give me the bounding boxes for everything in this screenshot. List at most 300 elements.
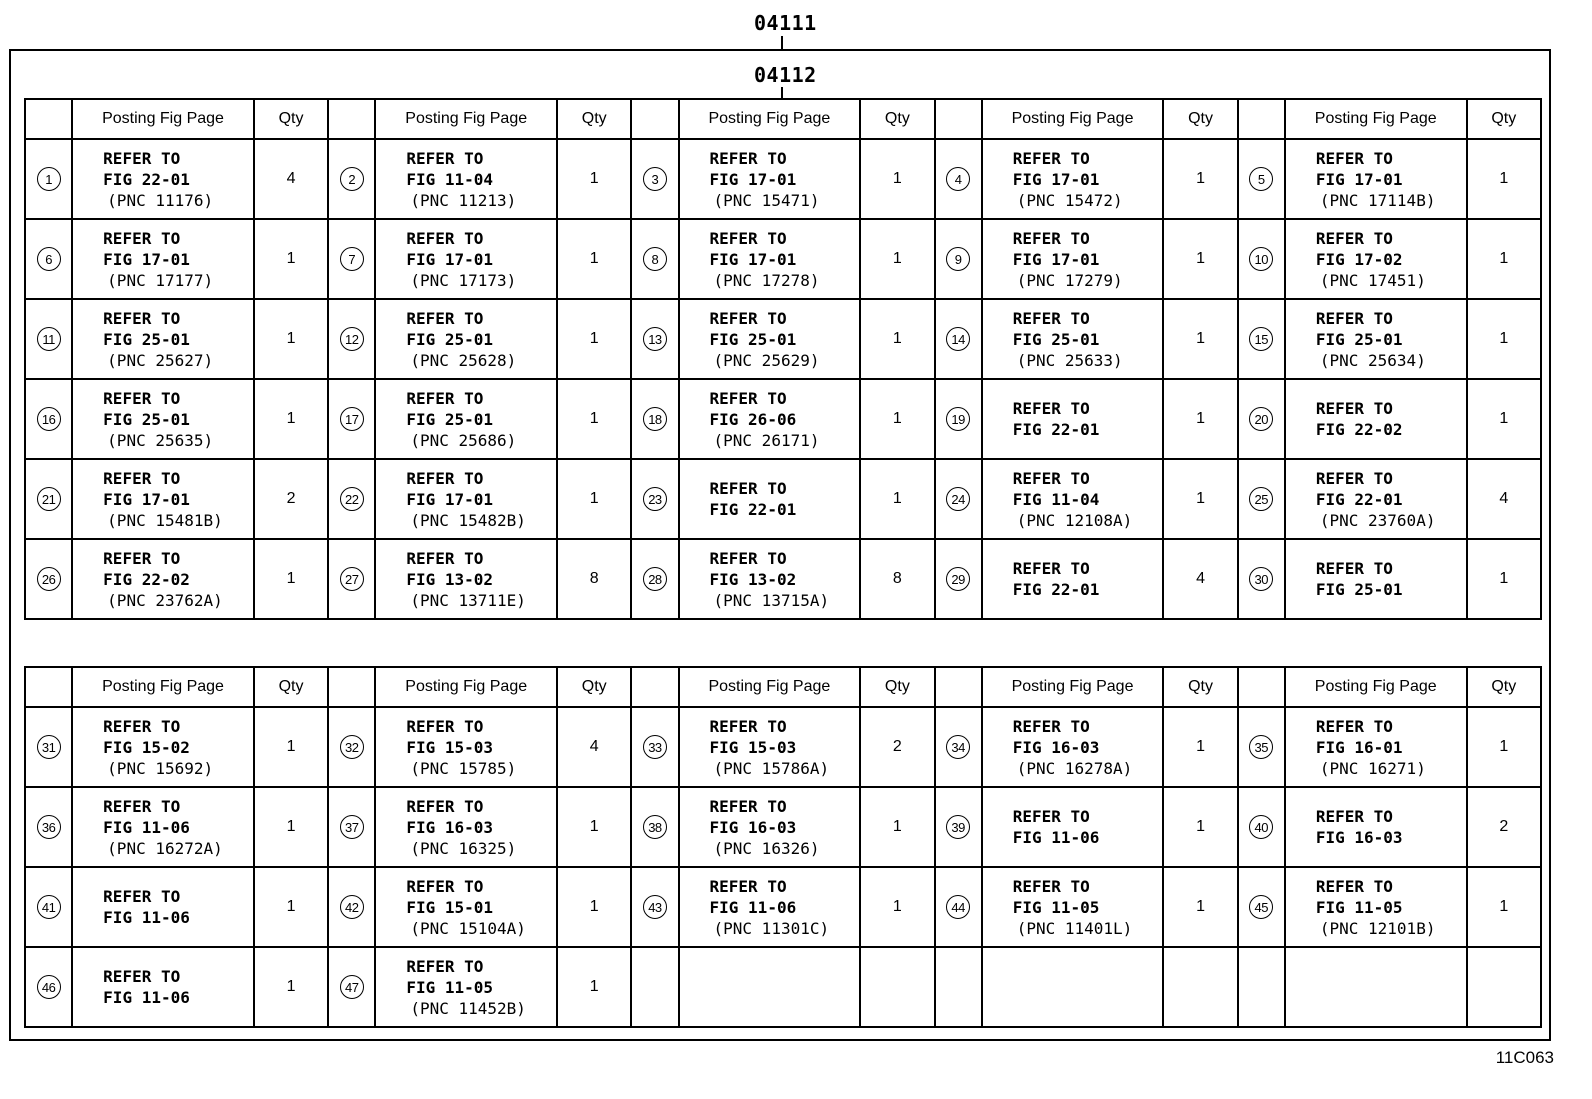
header-qty: Qty bbox=[1163, 99, 1237, 139]
table-row bbox=[25, 707, 1541, 787]
header-row bbox=[25, 667, 1541, 707]
reference-cell bbox=[982, 379, 1164, 459]
header-page: Posting Fig Page bbox=[72, 667, 254, 707]
item-number-cell bbox=[631, 299, 678, 379]
qty-cell: 2 bbox=[1467, 787, 1541, 867]
item-number-circle: 42 bbox=[340, 895, 364, 919]
reference-cell bbox=[72, 947, 254, 1027]
refer-to-label: REFER TO bbox=[1315, 876, 1393, 896]
item-number-cell bbox=[25, 947, 72, 1027]
qty-cell: 4 bbox=[1467, 459, 1541, 539]
fig-reference: FIG 25-01 bbox=[1315, 329, 1403, 349]
pnc-reference: (PNC 11301C) bbox=[713, 918, 830, 938]
header-number-cell bbox=[631, 667, 678, 707]
item-number-circle: 44 bbox=[946, 895, 970, 919]
empty-cell bbox=[935, 947, 982, 1027]
table-row bbox=[25, 539, 1541, 619]
inner-assembly-label: 04112 bbox=[754, 63, 817, 87]
item-number-circle: 28 bbox=[643, 567, 667, 591]
header-qty: Qty bbox=[557, 99, 631, 139]
pnc-reference: (PNC 17278) bbox=[713, 270, 820, 290]
header-number-cell bbox=[25, 667, 72, 707]
pnc-reference: (PNC 17173) bbox=[410, 270, 517, 290]
header-number-cell bbox=[328, 99, 375, 139]
reference-cell bbox=[1285, 139, 1467, 219]
pnc-reference: (PNC 12108A) bbox=[1016, 510, 1133, 530]
qty-cell: 1 bbox=[254, 539, 328, 619]
fig-reference: FIG 26-06 bbox=[709, 409, 797, 429]
fig-reference: FIG 22-01 bbox=[103, 169, 190, 189]
outer-assembly-label: 04111 bbox=[754, 11, 817, 35]
item-number-cell bbox=[1238, 139, 1285, 219]
pnc-reference: (PNC 16271) bbox=[1319, 758, 1426, 778]
pnc-reference: (PNC 17451) bbox=[1319, 270, 1426, 290]
refer-to-label: REFER TO bbox=[709, 308, 787, 328]
refer-to-label: REFER TO bbox=[103, 716, 181, 736]
qty-cell: 1 bbox=[1467, 379, 1541, 459]
item-number-cell bbox=[328, 459, 375, 539]
fig-reference: FIG 11-06 bbox=[1012, 828, 1100, 847]
pnc-reference: (PNC 16278A) bbox=[1016, 758, 1133, 778]
reference-cell bbox=[1285, 299, 1467, 379]
item-number-cell bbox=[328, 139, 375, 219]
empty-cell bbox=[860, 947, 934, 1027]
table-row bbox=[25, 139, 1541, 219]
fig-reference: FIG 13-02 bbox=[406, 569, 494, 589]
item-number-circle: 6 bbox=[37, 247, 61, 271]
refer-to-label: REFER TO bbox=[1012, 716, 1090, 736]
empty-cell bbox=[1285, 947, 1467, 1027]
qty-cell: 1 bbox=[1163, 219, 1237, 299]
item-number-circle: 17 bbox=[340, 407, 364, 431]
reference-cell bbox=[375, 139, 557, 219]
reference-cell bbox=[1285, 867, 1467, 947]
qty-cell: 1 bbox=[254, 947, 328, 1027]
reference-cell bbox=[679, 707, 861, 787]
qty-cell: 1 bbox=[557, 219, 631, 299]
header-page: Posting Fig Page bbox=[1285, 99, 1467, 139]
reference-cell bbox=[679, 379, 861, 459]
pnc-reference: (PNC 23760A) bbox=[1319, 510, 1436, 530]
qty-cell: 2 bbox=[860, 707, 934, 787]
fig-reference: FIG 17-01 bbox=[406, 489, 494, 509]
qty-cell: 1 bbox=[1163, 139, 1237, 219]
item-number-circle: 24 bbox=[946, 487, 970, 511]
table-row bbox=[25, 379, 1541, 459]
item-number-circle: 8 bbox=[643, 247, 667, 271]
item-number-circle: 3 bbox=[643, 167, 667, 191]
fig-reference: FIG 22-02 bbox=[103, 569, 190, 589]
refer-to-label: REFER TO bbox=[103, 468, 181, 488]
fig-reference: FIG 22-01 bbox=[1012, 580, 1100, 599]
pnc-reference: (PNC 15471) bbox=[713, 190, 820, 210]
reference-table-2 bbox=[24, 666, 1542, 1028]
pnc-reference: (PNC 25634) bbox=[1319, 350, 1426, 370]
refer-to-label: REFER TO bbox=[406, 308, 484, 328]
reference-cell bbox=[375, 299, 557, 379]
header-number-cell bbox=[1238, 99, 1285, 139]
reference-cell bbox=[679, 299, 861, 379]
pnc-reference: (PNC 15104A) bbox=[410, 918, 526, 938]
table-row bbox=[25, 459, 1541, 539]
qty-cell: 1 bbox=[254, 867, 328, 947]
reference-cell bbox=[679, 539, 861, 619]
fig-reference: FIG 25-01 bbox=[1315, 580, 1403, 599]
fig-reference: FIG 25-01 bbox=[406, 329, 494, 349]
item-number-cell bbox=[1238, 867, 1285, 947]
fig-reference: FIG 25-01 bbox=[103, 409, 190, 429]
fig-reference: FIG 11-06 bbox=[103, 908, 190, 927]
qty-cell: 1 bbox=[1163, 379, 1237, 459]
fig-reference: FIG 22-02 bbox=[1315, 420, 1403, 439]
fig-reference: FIG 11-04 bbox=[1012, 489, 1100, 509]
item-number-cell bbox=[328, 299, 375, 379]
header-qty: Qty bbox=[1163, 667, 1237, 707]
reference-cell bbox=[1285, 379, 1467, 459]
qty-cell: 1 bbox=[860, 379, 934, 459]
empty-cell bbox=[679, 947, 861, 1027]
item-number-circle: 1 bbox=[37, 167, 61, 191]
refer-to-label: REFER TO bbox=[1012, 876, 1090, 896]
refer-to-label: REFER TO bbox=[709, 876, 787, 896]
reference-cell bbox=[982, 707, 1164, 787]
refer-to-label: REFER TO bbox=[709, 796, 787, 816]
refer-to-label: REFER TO bbox=[406, 956, 484, 976]
refer-to-label: REFER TO bbox=[1012, 228, 1090, 248]
refer-to-label: REFER TO bbox=[406, 876, 484, 896]
reference-cell bbox=[72, 219, 254, 299]
pnc-reference: (PNC 11176) bbox=[107, 190, 214, 210]
refer-to-label: REFER TO bbox=[709, 388, 787, 408]
refer-to-label: REFER TO bbox=[103, 967, 181, 986]
item-number-cell bbox=[328, 707, 375, 787]
item-number-cell bbox=[935, 379, 982, 459]
refer-to-label: REFER TO bbox=[103, 548, 181, 568]
fig-reference: FIG 17-02 bbox=[1315, 249, 1403, 269]
item-number-circle: 25 bbox=[1249, 487, 1273, 511]
reference-cell bbox=[982, 539, 1164, 619]
fig-reference: FIG 17-01 bbox=[406, 249, 494, 269]
header-qty: Qty bbox=[254, 99, 328, 139]
header-page: Posting Fig Page bbox=[375, 667, 557, 707]
item-number-cell bbox=[328, 219, 375, 299]
pnc-reference: (PNC 25627) bbox=[107, 350, 214, 370]
header-number-cell bbox=[328, 667, 375, 707]
qty-cell: 1 bbox=[557, 787, 631, 867]
refer-to-label: REFER TO bbox=[406, 148, 484, 168]
reference-cell bbox=[679, 867, 861, 947]
item-number-circle: 18 bbox=[643, 407, 667, 431]
item-number-circle: 27 bbox=[340, 567, 364, 591]
item-number-cell bbox=[631, 379, 678, 459]
fig-reference: FIG 11-06 bbox=[103, 817, 190, 837]
item-number-cell bbox=[935, 867, 982, 947]
reference-cell bbox=[982, 459, 1164, 539]
refer-to-label: REFER TO bbox=[709, 548, 787, 568]
item-number-circle: 12 bbox=[340, 327, 364, 351]
fig-reference: FIG 22-01 bbox=[1012, 420, 1100, 439]
reference-cell bbox=[72, 459, 254, 539]
item-number-circle: 23 bbox=[643, 487, 667, 511]
illustration-code: 11C063 bbox=[1495, 1048, 1554, 1067]
fig-reference: FIG 17-01 bbox=[103, 489, 190, 509]
refer-to-label: REFER TO bbox=[709, 148, 787, 168]
fig-reference: FIG 13-02 bbox=[709, 569, 797, 589]
item-number-cell bbox=[631, 787, 678, 867]
reference-cell bbox=[982, 867, 1164, 947]
pnc-reference: (PNC 11213) bbox=[410, 190, 517, 210]
refer-to-label: REFER TO bbox=[1012, 308, 1090, 328]
header-page: Posting Fig Page bbox=[1285, 667, 1467, 707]
reference-cell bbox=[375, 539, 557, 619]
item-number-cell bbox=[631, 219, 678, 299]
refer-to-label: REFER TO bbox=[1012, 399, 1090, 418]
item-number-circle: 10 bbox=[1249, 247, 1273, 271]
refer-to-label: REFER TO bbox=[406, 796, 484, 816]
refer-to-label: REFER TO bbox=[709, 716, 787, 736]
refer-to-label: REFER TO bbox=[1315, 399, 1393, 418]
item-number-circle: 31 bbox=[37, 735, 61, 759]
refer-to-label: REFER TO bbox=[103, 148, 181, 168]
item-number-cell bbox=[328, 539, 375, 619]
item-number-cell bbox=[631, 707, 678, 787]
qty-cell: 1 bbox=[254, 707, 328, 787]
qty-cell: 1 bbox=[1163, 707, 1237, 787]
item-number-circle: 5 bbox=[1249, 167, 1273, 191]
refer-to-label: REFER TO bbox=[709, 479, 787, 498]
qty-cell: 8 bbox=[557, 539, 631, 619]
pnc-reference: (PNC 25686) bbox=[410, 430, 517, 450]
reference-cell bbox=[982, 787, 1164, 867]
item-number-cell bbox=[25, 867, 72, 947]
reference-cell bbox=[375, 459, 557, 539]
pnc-reference: (PNC 16272A) bbox=[107, 838, 223, 858]
pnc-reference: (PNC 12101B) bbox=[1319, 918, 1436, 938]
refer-to-label: REFER TO bbox=[1315, 148, 1393, 168]
qty-cell: 4 bbox=[1163, 539, 1237, 619]
fig-reference: FIG 11-06 bbox=[709, 897, 797, 917]
header-qty: Qty bbox=[860, 99, 934, 139]
empty-cell bbox=[1467, 947, 1541, 1027]
refer-to-label: REFER TO bbox=[406, 548, 484, 568]
item-number-circle: 22 bbox=[340, 487, 364, 511]
qty-cell: 1 bbox=[557, 867, 631, 947]
fig-reference: FIG 22-01 bbox=[1315, 489, 1403, 509]
refer-to-label: REFER TO bbox=[103, 308, 181, 328]
item-number-cell bbox=[631, 539, 678, 619]
header-qty: Qty bbox=[1467, 667, 1541, 707]
item-number-cell bbox=[25, 379, 72, 459]
table-row bbox=[25, 219, 1541, 299]
qty-cell: 4 bbox=[557, 707, 631, 787]
pnc-reference: (PNC 15786A) bbox=[713, 758, 830, 778]
header-qty: Qty bbox=[860, 667, 934, 707]
header-page: Posting Fig Page bbox=[982, 99, 1164, 139]
item-number-circle: 46 bbox=[37, 975, 61, 999]
fig-reference: FIG 15-02 bbox=[103, 737, 190, 757]
refer-to-label: REFER TO bbox=[1315, 468, 1393, 488]
refer-to-label: REFER TO bbox=[103, 228, 181, 248]
fig-reference: FIG 11-05 bbox=[1315, 897, 1403, 917]
reference-cell bbox=[72, 539, 254, 619]
pnc-reference: (PNC 15481B) bbox=[107, 510, 223, 530]
refer-to-label: REFER TO bbox=[709, 228, 787, 248]
pnc-reference: (PNC 17114B) bbox=[1319, 190, 1436, 210]
fig-reference: FIG 17-01 bbox=[709, 249, 797, 269]
item-number-cell bbox=[25, 707, 72, 787]
qty-cell: 1 bbox=[557, 299, 631, 379]
reference-cell bbox=[1285, 707, 1467, 787]
qty-cell: 1 bbox=[860, 139, 934, 219]
pnc-reference: (PNC 11452B) bbox=[410, 998, 526, 1018]
reference-cell bbox=[72, 867, 254, 947]
header-number-cell bbox=[1238, 667, 1285, 707]
refer-to-label: REFER TO bbox=[1315, 559, 1393, 578]
header-number-cell bbox=[935, 99, 982, 139]
item-number-cell bbox=[25, 539, 72, 619]
reference-cell bbox=[72, 139, 254, 219]
fig-reference: FIG 16-03 bbox=[406, 817, 494, 837]
qty-cell: 1 bbox=[860, 459, 934, 539]
item-number-cell bbox=[1238, 459, 1285, 539]
fig-reference: FIG 15-03 bbox=[709, 737, 797, 757]
header-number-cell bbox=[25, 99, 72, 139]
table-row bbox=[25, 867, 1541, 947]
item-number-cell bbox=[935, 219, 982, 299]
reference-cell bbox=[982, 299, 1164, 379]
pnc-reference: (PNC 13711E) bbox=[410, 590, 526, 610]
fig-reference: FIG 25-01 bbox=[709, 329, 797, 349]
table-row bbox=[25, 787, 1541, 867]
header-qty: Qty bbox=[254, 667, 328, 707]
qty-cell: 1 bbox=[1163, 299, 1237, 379]
fig-reference: FIG 15-03 bbox=[406, 737, 494, 757]
item-number-cell bbox=[328, 379, 375, 459]
qty-cell: 1 bbox=[1467, 539, 1541, 619]
header-page: Posting Fig Page bbox=[375, 99, 557, 139]
item-number-circle: 7 bbox=[340, 247, 364, 271]
qty-cell: 1 bbox=[1467, 219, 1541, 299]
empty-cell bbox=[1163, 947, 1237, 1027]
refer-to-label: REFER TO bbox=[1012, 148, 1090, 168]
pnc-reference: (PNC 15472) bbox=[1016, 190, 1123, 210]
item-number-circle: 33 bbox=[643, 735, 667, 759]
item-number-cell bbox=[631, 459, 678, 539]
pnc-reference: (PNC 25633) bbox=[1016, 350, 1123, 370]
item-number-circle: 32 bbox=[340, 735, 364, 759]
pnc-reference: (PNC 23762A) bbox=[107, 590, 223, 610]
item-number-circle: 38 bbox=[643, 815, 667, 839]
item-number-cell bbox=[935, 459, 982, 539]
fig-reference: FIG 25-01 bbox=[406, 409, 494, 429]
qty-cell: 1 bbox=[557, 459, 631, 539]
item-number-circle: 40 bbox=[1249, 815, 1273, 839]
outer-leader-line bbox=[781, 36, 783, 49]
qty-cell: 1 bbox=[254, 219, 328, 299]
qty-cell: 1 bbox=[860, 867, 934, 947]
header-page: Posting Fig Page bbox=[72, 99, 254, 139]
item-number-circle: 20 bbox=[1249, 407, 1273, 431]
reference-cell bbox=[375, 867, 557, 947]
item-number-cell bbox=[1238, 787, 1285, 867]
item-number-cell bbox=[25, 459, 72, 539]
refer-to-label: REFER TO bbox=[103, 887, 181, 906]
fig-reference: FIG 17-01 bbox=[1315, 169, 1403, 189]
qty-cell: 1 bbox=[860, 299, 934, 379]
qty-cell: 1 bbox=[254, 299, 328, 379]
fig-reference: FIG 25-01 bbox=[103, 329, 190, 349]
qty-cell: 1 bbox=[1163, 459, 1237, 539]
reference-cell bbox=[72, 379, 254, 459]
item-number-cell bbox=[935, 707, 982, 787]
fig-reference: FIG 16-01 bbox=[1315, 737, 1403, 757]
fig-reference: FIG 22-01 bbox=[709, 500, 797, 519]
pnc-reference: (PNC 25635) bbox=[107, 430, 214, 450]
item-number-circle: 36 bbox=[37, 815, 61, 839]
qty-cell: 1 bbox=[557, 379, 631, 459]
empty-cell bbox=[631, 947, 678, 1027]
refer-to-label: REFER TO bbox=[1315, 716, 1393, 736]
qty-cell: 1 bbox=[557, 947, 631, 1027]
item-number-circle: 11 bbox=[37, 327, 61, 351]
item-number-circle: 26 bbox=[37, 567, 61, 591]
item-number-circle: 13 bbox=[643, 327, 667, 351]
item-number-circle: 16 bbox=[37, 407, 61, 431]
item-number-cell bbox=[935, 139, 982, 219]
item-number-circle: 29 bbox=[946, 567, 970, 591]
refer-to-label: REFER TO bbox=[406, 228, 484, 248]
item-number-cell bbox=[25, 139, 72, 219]
item-number-circle: 35 bbox=[1249, 735, 1273, 759]
reference-cell bbox=[982, 219, 1164, 299]
item-number-circle: 47 bbox=[340, 975, 364, 999]
fig-reference: FIG 17-01 bbox=[103, 249, 190, 269]
qty-cell: 1 bbox=[1163, 787, 1237, 867]
pnc-reference: (PNC 26171) bbox=[713, 430, 820, 450]
item-number-circle: 37 bbox=[340, 815, 364, 839]
fig-reference: FIG 16-03 bbox=[1315, 828, 1403, 847]
reference-cell bbox=[679, 219, 861, 299]
fig-reference: FIG 11-06 bbox=[103, 988, 190, 1007]
item-number-cell bbox=[1238, 707, 1285, 787]
header-page: Posting Fig Page bbox=[679, 99, 861, 139]
fig-reference: FIG 11-05 bbox=[406, 977, 494, 997]
qty-cell: 1 bbox=[1467, 299, 1541, 379]
item-number-cell bbox=[1238, 219, 1285, 299]
qty-cell: 1 bbox=[1163, 867, 1237, 947]
pnc-reference: (PNC 25629) bbox=[713, 350, 820, 370]
item-number-cell bbox=[328, 947, 375, 1027]
qty-cell: 1 bbox=[1467, 867, 1541, 947]
pnc-reference: (PNC 15692) bbox=[107, 758, 214, 778]
qty-cell: 2 bbox=[254, 459, 328, 539]
item-number-circle: 30 bbox=[1249, 567, 1273, 591]
reference-cell bbox=[375, 947, 557, 1027]
pnc-reference: (PNC 17177) bbox=[107, 270, 214, 290]
table-row bbox=[25, 299, 1541, 379]
item-number-circle: 43 bbox=[643, 895, 667, 919]
item-number-circle: 21 bbox=[37, 487, 61, 511]
refer-to-label: REFER TO bbox=[1012, 807, 1090, 826]
item-number-cell bbox=[1238, 539, 1285, 619]
pnc-reference: (PNC 13715A) bbox=[713, 590, 830, 610]
pnc-reference: (PNC 25628) bbox=[410, 350, 517, 370]
pnc-reference: (PNC 11401L) bbox=[1016, 918, 1133, 938]
fig-reference: FIG 11-04 bbox=[406, 169, 494, 189]
refer-to-label: REFER TO bbox=[103, 796, 181, 816]
refer-to-label: REFER TO bbox=[1012, 559, 1090, 578]
header-qty: Qty bbox=[557, 667, 631, 707]
